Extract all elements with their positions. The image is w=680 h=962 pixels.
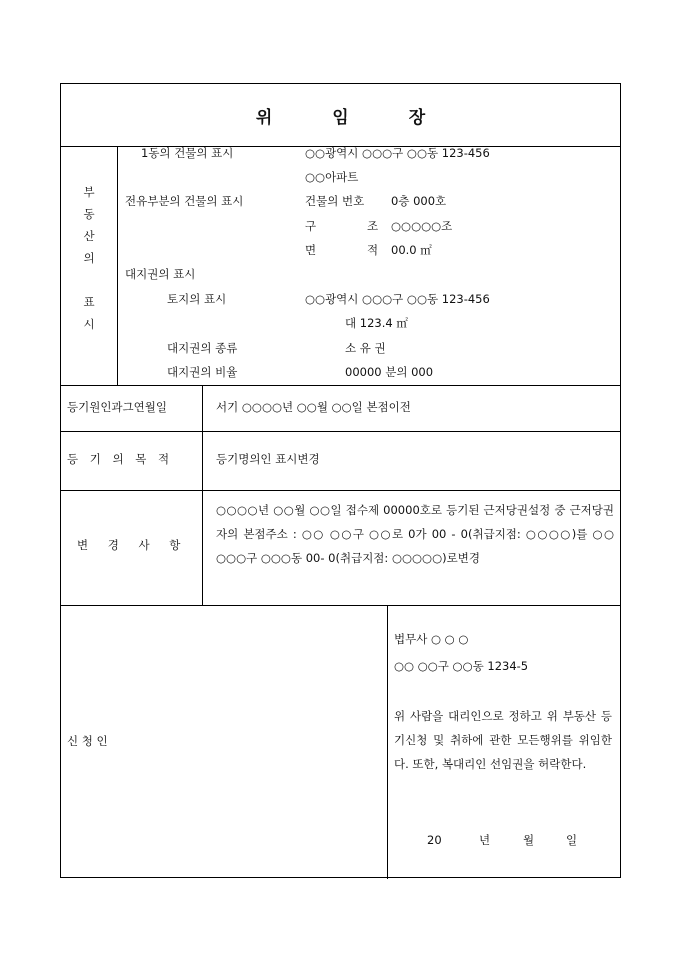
divider [61,431,620,432]
right-type-label: 대지권의 종류 [167,341,238,355]
right-type-value: 소 유 권 [345,341,386,355]
structure-label: 조 [367,219,379,233]
building-name: ○○아파트 [305,170,359,184]
document-title [61,84,620,146]
label-char: 표 [83,295,95,309]
label-char: 시 [83,317,95,331]
land-address: ○○광역시 ○○○구 ○○동 123-456 [305,292,490,306]
divider [61,385,620,386]
agent-name: 법무사 ○ ○ ○ [394,632,469,646]
unit-number-value: 0층 000호 [391,194,447,208]
right-ratio-label: 대지권의 비율 [167,365,238,379]
date-year: 20 [427,833,442,847]
divider [387,605,388,879]
structure-label: 구 [305,219,317,233]
right-ratio-value: 00000 분의 000 [345,365,434,379]
agent-address: ○○ ○○구 ○○동 1234-5 [394,659,529,673]
land-label: 토지의 표시 [167,292,227,306]
purpose-label: 등 기 의 목 적 [67,452,170,466]
purpose-value: 등기명의인 표시변경 [216,452,320,466]
divider [202,385,203,605]
divider [117,146,118,385]
title-char: 장 [408,107,426,128]
label-char: 산 [83,229,95,243]
area-label: 적 [367,243,379,257]
applicant-label: 신 청 인 [67,734,108,748]
title-char: 임 [332,107,349,128]
land-area: 대 123.4 ㎡ [345,316,408,330]
unit-label: 전유부분의 건물의 표시 [125,194,244,208]
date-day-unit: 일 [566,833,578,847]
structure-value: ○○○○○조 [391,219,453,233]
delegation-statement: 위 사람을 대리인으로 정하고 위 부동산 등기신청 및 취하에 관한 모든행위를 위임한다. 또한, 복대리인 선임권을 허락한다. [394,709,612,771]
label-char: 동 [83,207,95,221]
area-label: 면 [305,243,317,257]
cause-value: 서기 ○○○○년 ○○월 ○○일 본점이전 [216,400,411,414]
date-year-unit: 년 [479,833,491,847]
divider [61,490,620,491]
building-address: ○○광역시 ○○○구 ○○동 123-456 [305,146,490,160]
land-right-label: 대지권의 표시 [125,267,196,281]
unit-number-label: 건물의 번호 [305,194,365,208]
date-month-unit: 월 [523,833,535,847]
area-value: 00.0 ㎡ [391,243,432,257]
changes-label: 변 경 사 항 [77,538,181,552]
building-label: 1동의 건물의 표시 [141,146,234,160]
label-char: 의 [83,251,95,265]
cause-label: 등기원인과그연월일 [67,400,167,414]
divider [61,605,620,606]
label-char: 부 [83,185,95,199]
changes-text: ○○○○년 ○○월 ○○일 접수제 00000호로 등기된 근저당권설정 중 근저당권자의 본점주소 : ○○ ○○구 ○○로 0가 00 - 0(취급지점: ○○○○)를 ○○ ○○○구 ○○○동 00- 0(취급지점: ○○○○○)로변경 [216,503,614,565]
power-of-attorney-form [60,83,621,878]
title-char: 위 [255,107,273,128]
